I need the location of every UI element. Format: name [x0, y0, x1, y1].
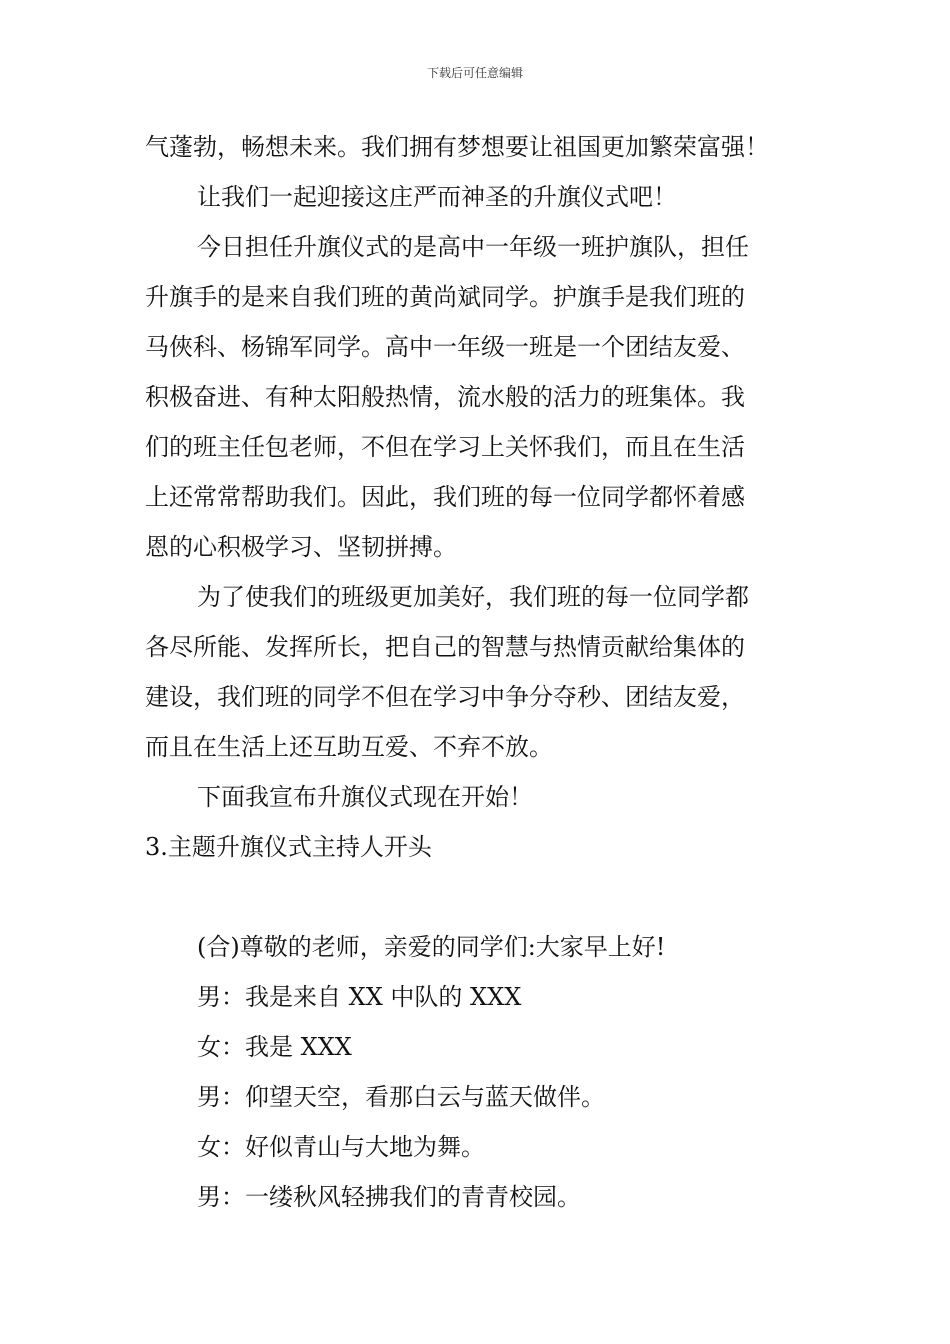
- paragraph-line: 让我们一起迎接这庄严而神圣的升旗仪式吧！: [197, 183, 677, 211]
- section-heading: 3.主题升旗仪式主持人开头: [145, 833, 432, 861]
- blank-line: [145, 872, 810, 922]
- dialogue-line: (合)尊敬的老师，亲爱的同学们:大家早上好!: [197, 933, 666, 961]
- dialogue-line: 女：好似青山与大地为舞。: [197, 1133, 485, 1161]
- paragraph-line: 而且在生活上还互助互爱、不弃不放。: [145, 733, 553, 761]
- paragraph-line: 升旗手的是来自我们班的黄尚斌同学。护旗手是我们班的: [145, 283, 745, 311]
- paragraph-line: 下面我宣布升旗仪式现在开始！: [197, 783, 533, 811]
- paragraph-line: 恩的心积极学习、坚韧拼搏。: [145, 533, 457, 561]
- paragraph-line: 各尽所能、发挥所长，把自己的智慧与热情贡献给集体的: [145, 633, 745, 661]
- paragraph-line: 建设，我们班的同学不但在学习中争分夺秒、团结友爱，: [145, 683, 745, 711]
- dialogue-line: 女：我是 XXX: [197, 1033, 352, 1061]
- dialogue-line: 男：仰望天空，看那白云与蓝天做伴。: [197, 1083, 605, 1111]
- paragraph-line: 上还常常帮助我们。因此，我们班的每一位同学都怀着感: [145, 483, 745, 511]
- paragraph-line: 今日担任升旗仪式的是高中一年级一班护旗队，担任: [197, 233, 749, 261]
- page-header: 下载后可任意编辑: [426, 66, 523, 80]
- paragraph-line: 积极奋进、有种太阳般热情，流水般的活力的班集体。我: [145, 383, 745, 411]
- dialogue-line: 男：我是来自 XX 中队的 XXX: [197, 983, 522, 1011]
- paragraph-line: 气蓬勃，畅想未来。我们拥有梦想要让祖国更加繁荣富强！: [145, 133, 769, 161]
- paragraph-line: 马俠科、杨锦军同学。高中一年级一班是一个团结友爱、: [145, 333, 745, 361]
- document-body: [145, 122, 810, 1222]
- paragraph-line: 们的班主任包老师，不但在学习上关怀我们，而且在生活: [145, 433, 745, 461]
- paragraph-line: 为了使我们的班级更加美好，我们班的每一位同学都: [197, 583, 749, 611]
- dialogue-line: 男：一缕秋风轻拂我们的青青校园。: [197, 1183, 581, 1211]
